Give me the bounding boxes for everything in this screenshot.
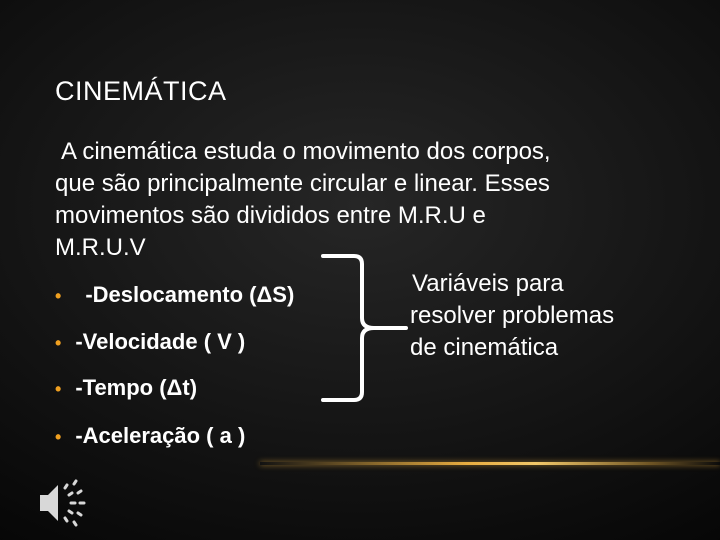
intro-line: M.R.U.V — [55, 234, 146, 261]
right-curly-brace-icon — [318, 248, 408, 408]
bullet-marker: • — [55, 379, 62, 399]
brace-annotation — [410, 268, 614, 364]
list-item-label: -Deslocamento (ΔS) — [85, 282, 295, 307]
accent-glow-line — [260, 462, 720, 465]
list-item-label: -Velocidade ( V ) — [75, 329, 246, 354]
bullet-marker: • — [55, 286, 62, 306]
list-item-label: -Tempo (Δt) — [75, 375, 198, 400]
intro-line: movimentos são divididos entre M.R.U e — [55, 202, 486, 229]
list-item-deslocamento — [55, 282, 323, 308]
intro-line: que são principalmente circular e linear. Esses — [55, 170, 550, 197]
annotation-line: resolver problemas — [410, 302, 615, 329]
list-item-label: -Aceleração ( a ) — [75, 423, 246, 448]
annotation-line: Variáveis para — [412, 270, 564, 297]
slide-title: CINEMÁTICA — [55, 76, 227, 106]
bullet-marker: • — [55, 427, 62, 447]
intro-paragraph — [55, 136, 675, 264]
bullet-marker: • — [55, 333, 62, 353]
speaker-icon[interactable] — [34, 478, 86, 528]
intro-line: A cinemática estuda o movimento dos corpos, — [61, 138, 551, 165]
annotation-line: de cinemática — [410, 334, 559, 361]
list-item-tempo — [55, 375, 197, 401]
list-item-aceleracao — [55, 423, 245, 449]
list-item-velocidade — [55, 329, 245, 355]
